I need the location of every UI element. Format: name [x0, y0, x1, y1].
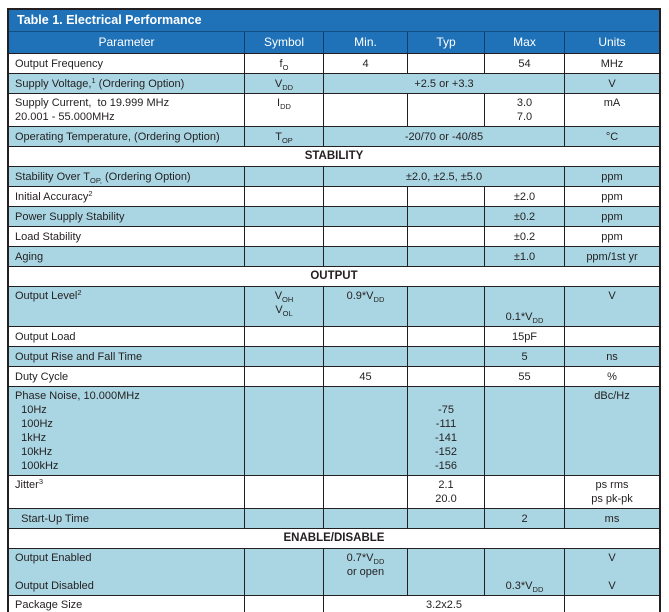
cell-min [323, 367, 407, 386]
cell-symbol [244, 74, 323, 93]
cell-param [9, 549, 244, 595]
cell-text: +2.5 or +3.3 [414, 77, 474, 90]
cell-text: 45 [359, 370, 372, 383]
cell-typ [407, 509, 484, 528]
cell-text: $T_{OP}$ [275, 130, 293, 145]
cell-typ [407, 207, 484, 226]
cell-text: Power Supply Stability [15, 210, 125, 223]
cell-typ [407, 387, 484, 475]
cell-max [484, 287, 564, 326]
cell-text: ppm [601, 190, 623, 203]
cell-symbol [244, 54, 323, 73]
cell-symbol [244, 247, 323, 266]
column-header-symbol: Symbol [244, 32, 323, 53]
cell-text: $V_{OL}$ [275, 304, 293, 318]
section-label: STABILITY [304, 150, 364, 162]
table-row [9, 595, 659, 612]
cell-text: Output Disabled [15, 580, 94, 592]
cell-text: ps pk-pk [591, 493, 633, 505]
table-row [9, 246, 659, 266]
cell-text: or open [346, 566, 385, 578]
cell-symbol [244, 327, 323, 346]
cell-max [484, 94, 564, 126]
cell-text: -111 [435, 418, 457, 430]
cell-min [323, 247, 407, 266]
cell-span3 [323, 167, 564, 186]
cell-max [484, 247, 564, 266]
cell-typ [407, 287, 484, 326]
cell-text: Output Load [15, 330, 76, 343]
table-row [9, 366, 659, 386]
cell-max [484, 367, 564, 386]
table-row [9, 166, 659, 186]
cell-text: $0.3*V_{DD}$ [505, 580, 544, 594]
cell-text: $V_{DD}$ [274, 77, 294, 92]
cell-text: ±0.2 [513, 210, 536, 223]
cell-text: -75 [438, 404, 454, 416]
cell-symbol [244, 94, 323, 126]
cell-min [323, 476, 407, 508]
cell-min [323, 54, 407, 73]
cell-units [564, 476, 659, 508]
cell-units [564, 327, 659, 346]
cell-text: ±2.0, ±2.5, ±5.0 [405, 170, 483, 183]
column-header-min: Min. [323, 32, 407, 53]
cell-text: $0.1*V_{DD}$ [505, 311, 544, 325]
cell-text: -141 [434, 432, 458, 444]
cell-text: ±0.2 [513, 230, 536, 243]
cell-text: Start-Up Time [15, 512, 89, 525]
cell-text: Stability Over $T_{OP,}$ (Ordering Option) [15, 170, 191, 185]
cell-text: Aging [15, 250, 44, 263]
cell-units [564, 74, 659, 93]
table-row [9, 508, 659, 528]
cell-param [9, 207, 244, 226]
cell-text [444, 389, 447, 403]
cell-text: 10Hz [15, 404, 47, 416]
cell-typ [407, 54, 484, 73]
cell-text: Supply Voltage,$^1$ (Ordering Option) [15, 75, 185, 90]
cell-units [564, 127, 659, 146]
cell-text: Output Enabled [15, 552, 92, 564]
table-row [9, 53, 659, 73]
section-header-row [9, 146, 659, 166]
cell-typ [407, 347, 484, 366]
table-row [9, 548, 659, 595]
cell-typ [407, 247, 484, 266]
cell-units [564, 54, 659, 73]
column-header-units: Units [564, 32, 659, 53]
cell-text: V [608, 552, 616, 564]
cell-span3 [323, 74, 564, 93]
cell-text: $f_O$ [279, 57, 289, 72]
cell-max [484, 476, 564, 508]
cell-param [9, 74, 244, 93]
cell-text: -156 [434, 460, 458, 472]
cell-symbol [244, 167, 323, 186]
cell-min [323, 387, 407, 475]
cell-text: 7.0 [516, 111, 533, 123]
cell-text: Jitter$^3$ [15, 477, 44, 491]
cell-max [484, 207, 564, 226]
cell-text: Operating Temperature, (Ordering Option) [15, 130, 220, 143]
cell-param [9, 287, 244, 326]
cell-text: -20/70 or -40/85 [404, 130, 484, 143]
cell-text: 1kHz [15, 432, 47, 444]
cell-text: 100kHz [15, 460, 59, 472]
cell-param [9, 327, 244, 346]
cell-typ [407, 227, 484, 246]
cell-text: % [607, 370, 617, 383]
cell-text: ppm/1st yr [586, 250, 638, 263]
cell-max [484, 509, 564, 528]
cell-min [323, 327, 407, 346]
cell-typ [407, 476, 484, 508]
cell-max [484, 227, 564, 246]
cell-param [9, 387, 244, 475]
cell-text: Output Level$^2$ [15, 288, 82, 302]
cell-text: ppm [601, 230, 623, 243]
cell-max [484, 387, 564, 475]
cell-text: $0.9*V_{DD}$ [346, 290, 385, 304]
cell-units [564, 227, 659, 246]
cell-text [523, 565, 526, 579]
cell-min [323, 227, 407, 246]
cell-text: 3.0 [516, 97, 533, 109]
cell-units [564, 367, 659, 386]
cell-symbol [244, 187, 323, 206]
cell-symbol [244, 347, 323, 366]
cell-min [323, 207, 407, 226]
column-header-row [9, 31, 659, 53]
cell-symbol [244, 227, 323, 246]
cell-text: dBc/Hz [594, 390, 630, 402]
cell-param [9, 509, 244, 528]
cell-param [9, 247, 244, 266]
cell-text: mA [603, 97, 621, 109]
table-row [9, 286, 659, 326]
cell-typ [407, 327, 484, 346]
cell-text: 2 [521, 512, 528, 525]
cell-text: 20.001 - 55.000MHz [15, 111, 115, 123]
cell-text: V [608, 580, 616, 592]
cell-param [9, 54, 244, 73]
cell-span3 [323, 596, 564, 612]
cell-max [484, 327, 564, 346]
cell-text: $I_{DD}$ [277, 97, 291, 111]
cell-text: 10kHz [15, 446, 53, 458]
cell-symbol [244, 387, 323, 475]
table-row [9, 206, 659, 226]
cell-text: 4 [362, 57, 369, 70]
cell-symbol [244, 207, 323, 226]
cell-max [484, 549, 564, 595]
column-header-typ: Typ [407, 32, 484, 53]
cell-param [9, 94, 244, 126]
cell-param [9, 596, 244, 612]
cell-text: ppm [601, 170, 623, 183]
cell-units [564, 287, 659, 326]
cell-symbol [244, 367, 323, 386]
table-row [9, 475, 659, 508]
table-row [9, 126, 659, 146]
table-title: Table 1. Electrical Performance [17, 13, 202, 27]
cell-text: V [608, 77, 616, 90]
cell-param [9, 127, 244, 146]
section-label: OUTPUT [310, 270, 358, 282]
cell-symbol [244, 287, 323, 326]
cell-param [9, 367, 244, 386]
cell-text [523, 551, 526, 565]
cell-text: ppm [601, 210, 623, 223]
column-header-max: Max [484, 32, 564, 53]
cell-text: 5 [521, 350, 528, 363]
cell-units [564, 347, 659, 366]
cell-units [564, 167, 659, 186]
cell-text: Load Stability [15, 230, 82, 243]
cell-text: V [608, 290, 616, 302]
cell-text: $0.7*V_{DD}$ [346, 552, 385, 566]
cell-units [564, 549, 659, 595]
cell-min [323, 287, 407, 326]
table-row [9, 93, 659, 126]
cell-text: Supply Current, to 19.999 MHz [15, 97, 170, 109]
table-row [9, 346, 659, 366]
cell-typ [407, 367, 484, 386]
table-title-bar [9, 10, 659, 31]
cell-text: ±2.0 [513, 190, 536, 203]
cell-text: -152 [434, 446, 458, 458]
cell-param [9, 347, 244, 366]
cell-min [323, 509, 407, 528]
section-header-row [9, 528, 659, 548]
cell-text: ns [606, 350, 618, 363]
cell-max [484, 187, 564, 206]
electrical-performance-table [7, 8, 661, 612]
section-header-row [9, 266, 659, 286]
cell-text: Package Size [15, 599, 83, 611]
cell-text: 55 [518, 370, 531, 383]
table-row [9, 326, 659, 346]
cell-text: 54 [518, 57, 531, 70]
table-row [9, 73, 659, 93]
cell-symbol [244, 476, 323, 508]
cell-text [610, 565, 613, 579]
cell-text: Output Rise and Fall Time [15, 350, 143, 363]
cell-text: Output Frequency [15, 57, 104, 70]
cell-text: 15pF [511, 330, 538, 343]
table-row [9, 226, 659, 246]
cell-text: MHz [600, 57, 624, 70]
cell-units [564, 207, 659, 226]
cell-symbol [244, 596, 323, 612]
column-header-parameter: Parameter [98, 35, 155, 49]
cell-text: Phase Noise, 10.000MHz [15, 390, 140, 402]
cell-param [9, 476, 244, 508]
cell-max [484, 347, 564, 366]
cell-text: Duty Cycle [15, 370, 69, 383]
cell-units [564, 187, 659, 206]
table-row [9, 386, 659, 475]
cell-text: $V_{OH}$ [274, 290, 294, 304]
cell-text: ps rms [595, 479, 629, 491]
cell-typ [407, 94, 484, 126]
cell-symbol [244, 509, 323, 528]
cell-text: Initial Accuracy$^2$ [15, 188, 93, 203]
cell-text: ±1.0 [513, 250, 536, 263]
cell-text: 100Hz [15, 418, 53, 430]
cell-min [323, 549, 407, 595]
cell-units [564, 94, 659, 126]
cell-max [484, 54, 564, 73]
spec-table-body [9, 53, 659, 612]
cell-text: ms [604, 512, 620, 525]
cell-text: 20.0 [435, 493, 457, 505]
cell-units [564, 596, 659, 612]
cell-symbol [244, 549, 323, 595]
cell-typ [407, 549, 484, 595]
cell-min [323, 187, 407, 206]
cell-span3 [323, 127, 564, 146]
cell-symbol [244, 127, 323, 146]
cell-min [323, 94, 407, 126]
cell-param [9, 167, 244, 186]
cell-param [9, 227, 244, 246]
section-label: ENABLE/DISABLE [283, 532, 385, 544]
cell-units [564, 387, 659, 475]
cell-text: 2.1 [438, 479, 454, 491]
cell-text: °C [605, 130, 619, 143]
table-row [9, 186, 659, 206]
cell-text: 3.2x2.5 [425, 599, 463, 611]
cell-param [9, 187, 244, 206]
cell-min [323, 347, 407, 366]
cell-typ [407, 187, 484, 206]
cell-units [564, 247, 659, 266]
cell-units [564, 509, 659, 528]
cell-text [15, 565, 18, 579]
